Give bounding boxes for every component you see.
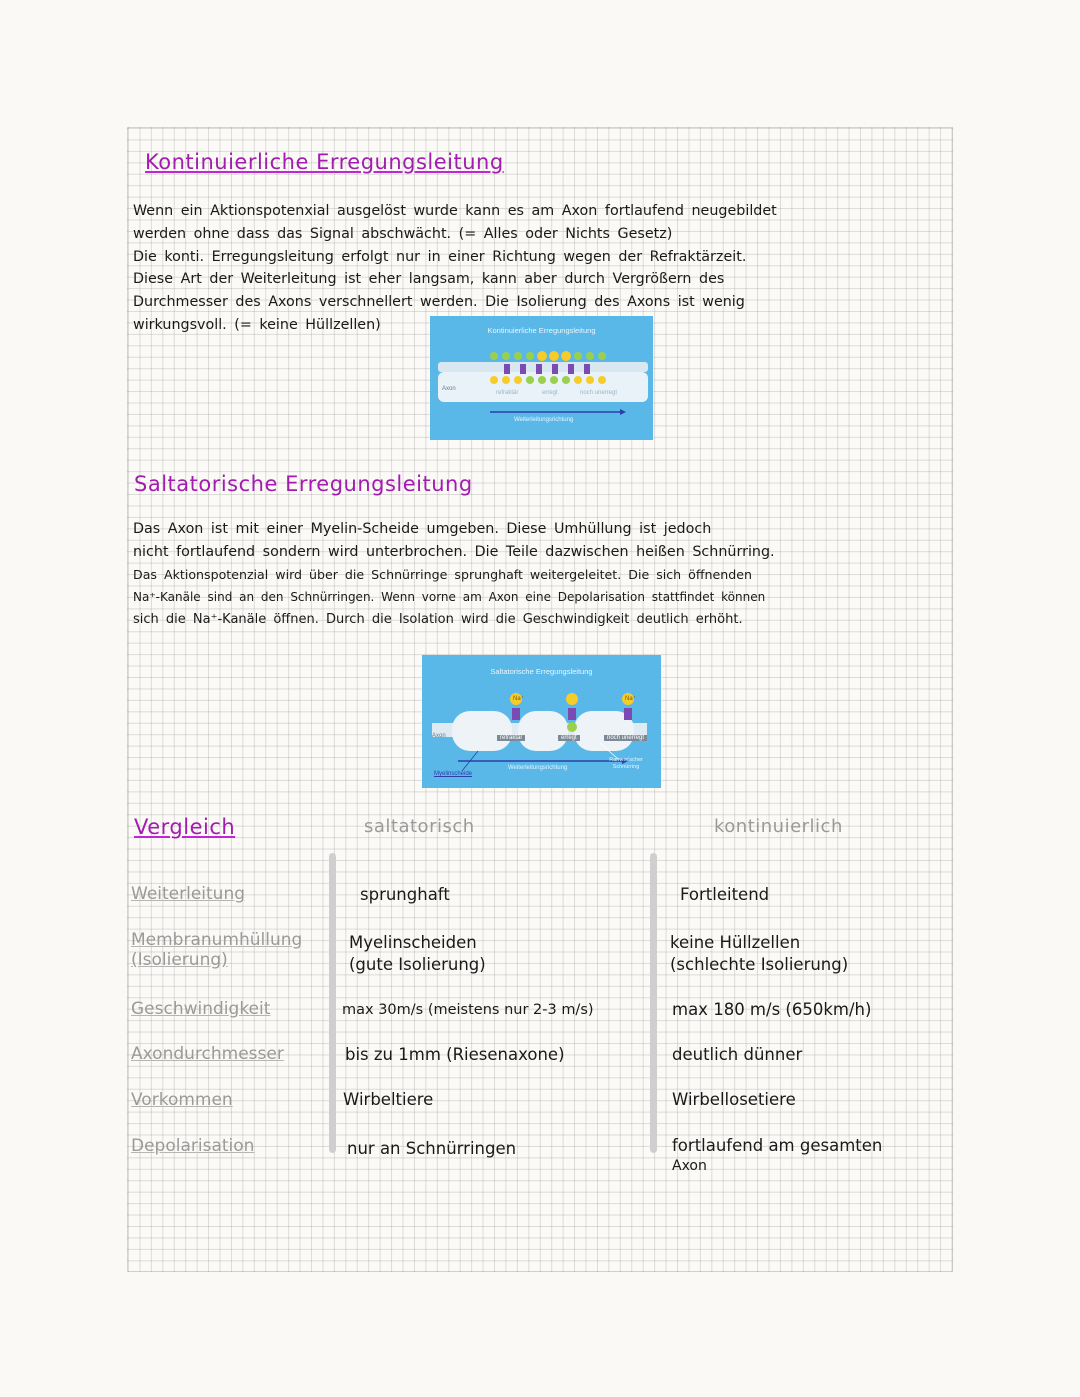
text-line: Wenn ein Aktionspotenxial ausgelöst wurde kann es am Axon fortlaufend neugebildet: [133, 203, 777, 219]
channel-label: Na⁺: [513, 696, 524, 702]
cell-saltatorisch-vorkommen: Wirbeltiere: [343, 1090, 434, 1109]
text-line: sich die Na⁺-Kanäle öffnen. Durch die Isolation wird die Geschwindigkeit deutlich erhöht.: [133, 612, 743, 628]
text-line: Die konti. Erregungsleitung erfolgt nur in einer Richtung wegen der Refraktärzeit.: [133, 248, 747, 265]
node-label: Ranvier'scher Schnürring: [609, 757, 643, 770]
row-label-axondurchmesser: Axondurchmesser: [131, 1044, 284, 1064]
column-divider: [329, 853, 336, 1153]
text-line: werden ohne dass das Signal abschwächt. (= Alles oder Nichts Gesetz): [133, 225, 673, 242]
axon-label: Axon: [442, 386, 456, 392]
direction-label: Weiterleitungsrichtung: [514, 417, 574, 423]
text-line: Durchmesser des Axons verschnellert werden. Die Isolierung des Axons ist wenig: [133, 294, 745, 311]
heading-kontinuierliche-erregungsleitung: Kontinuierliche Erregungsleitung: [145, 150, 504, 174]
column-header-kontinuierlich: kontinuierlich: [714, 816, 843, 837]
ion-row-top: [490, 351, 606, 361]
diagram-saltatorische-erregungsleitung: [422, 655, 661, 788]
cell-saltatorisch-weiterleitung: sprunghaft: [360, 885, 450, 904]
column-divider: [650, 853, 657, 1153]
sodium-channel: [568, 708, 576, 720]
excited-ion: [567, 722, 577, 732]
channel-label: Na⁺: [625, 696, 636, 702]
text-line: Das Axon ist mit einer Myelin-Scheide umgeben. Diese Umhüllung ist jedoch: [133, 521, 712, 537]
cell-kontinuierlich-weiterleitung: Fortleitend: [680, 885, 770, 904]
state-label-excited: erregt: [542, 390, 558, 396]
text-line: Na⁺-Kanäle sind an den Schnürringen. Wenn vorne am Axon eine Depolarisation stattfindet können: [133, 590, 766, 605]
cell-kontinuierlich-depolarisation: fortlaufend am gesamten Axon: [672, 1136, 883, 1174]
cell-kontinuierlich-vorkommen: Wirbellosetiere: [672, 1090, 796, 1109]
state-label-excited: erregt: [558, 735, 580, 741]
myelin-segment: [452, 711, 512, 751]
myelin-segment: [518, 711, 568, 751]
heading-saltatorische-erregungsleitung: Saltatorische Erregungsleitung: [134, 472, 473, 496]
state-label-refractory: refraktär: [496, 390, 519, 396]
row-label-vorkommen: Vorkommen: [131, 1090, 233, 1110]
diagram-title: Kontinuierliche Erregungsleitung: [487, 326, 596, 335]
cell-saltatorisch-geschwindigkeit: max 30m/s (meistens nur 2-3 m/s): [342, 1002, 594, 1018]
cell-saltatorisch-axondurchmesser: bis zu 1mm (Riesenaxone): [345, 1045, 565, 1064]
diagram-kontinuierliche-erregungsleitung: [430, 316, 653, 440]
cell-kontinuierlich-axondurchmesser: deutlich dünner: [672, 1045, 803, 1064]
cell-saltatorisch-membranumhuellung: Myelinscheiden (gute Isolierung): [349, 933, 486, 974]
axon-label: Axon: [432, 733, 446, 739]
state-label-unexcited: noch unerregt: [580, 390, 618, 396]
paragraph-saltatorisch: [133, 518, 775, 632]
column-header-saltatorisch: saltatorisch: [364, 816, 475, 837]
cell-kontinuierlich-geschwindigkeit: max 180 m/s (650km/h): [672, 1000, 872, 1019]
row-label-membranumhuellung: Membranumhüllung (Isolierung): [131, 930, 303, 970]
sodium-channel: [512, 708, 520, 720]
row-label-weiterleitung: Weiterleitung: [131, 884, 246, 904]
cell-kontinuierlich-membranumhuellung: keine Hüllzellen (schlechte Isolierung): [670, 933, 849, 974]
text-line: wirkungsvoll. (= keine Hüllzellen): [133, 316, 381, 333]
myelin-label: Myelinscheide: [434, 771, 473, 777]
sodium-channel: [624, 708, 632, 720]
sodium-ion: [566, 693, 578, 705]
row-label-depolarisation: Depolarisation: [131, 1136, 255, 1156]
text-line: Das Aktionspotenzial wird über die Schnürringe sprunghaft weitergeleitet. Die sich öffnenden: [133, 566, 752, 582]
direction-label: Weiterleitungsrichtung: [508, 765, 568, 771]
cell-saltatorisch-depolarisation: nur an Schnürringen: [347, 1139, 517, 1158]
state-label-refractory: refraktär: [497, 735, 525, 741]
diagram-title: Saltatorische Erregungsleitung: [490, 667, 593, 676]
text-line: Diese Art der Weiterleitung ist eher langsam, kann aber durch Vergrößern des: [133, 271, 725, 288]
state-label-unexcited: noch unerregt: [604, 735, 647, 741]
row-label-geschwindigkeit: Geschwindigkeit: [131, 999, 271, 1019]
text-line: nicht fortlaufend sondern wird unterbrochen. Die Teile dazwischen heißen Schnürring.: [133, 543, 775, 560]
heading-vergleich: Vergleich: [134, 815, 236, 839]
axon-membrane-top: [438, 362, 648, 372]
